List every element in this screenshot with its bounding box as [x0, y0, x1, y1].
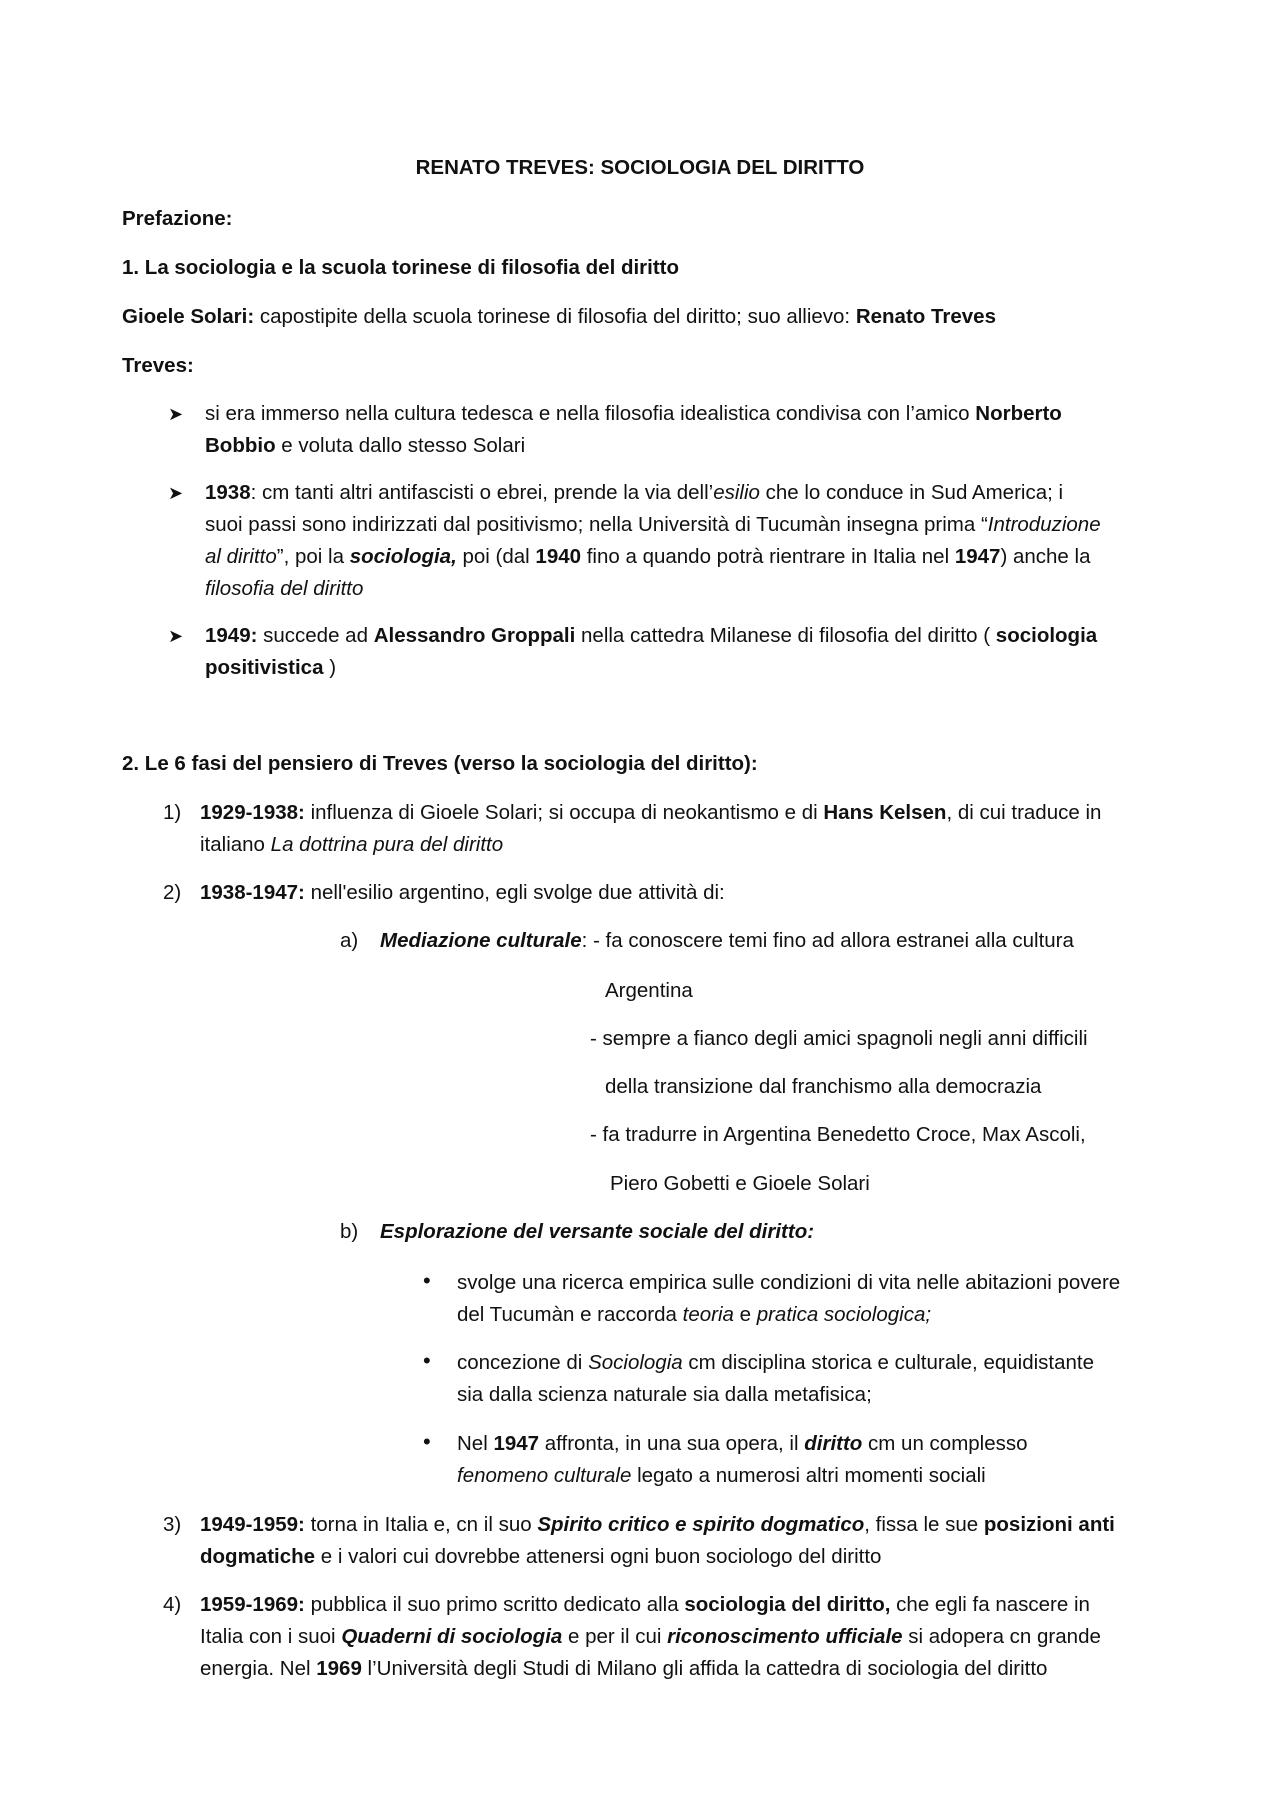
- bullet-line: al diritto”, poi la sociologia, poi (dal 1940 fino a quando potrà rientrare in Italia nel 1947) anche la: [205, 545, 1091, 568]
- list-line: Italia con i suoi Quaderni di sociologia e per il cui riconoscimento ufficiale si adopera cn grande: [200, 1625, 1101, 1648]
- bullet-line: 1938: cm tanti altri antifascisti o ebrei, prende la via dell’esilio che lo conduce in Sud America; i: [205, 481, 1064, 504]
- list-number: 1): [163, 801, 182, 824]
- sub-list-line: Argentina: [605, 979, 693, 1002]
- bullet-line: Bobbio e voluta dallo stesso Solari: [205, 434, 526, 457]
- list-line: dogmatiche e i valori cui dovrebbe attenersi ogni buon sociologo del diritto: [200, 1545, 882, 1568]
- arrow-bullet-icon: ➤: [168, 483, 184, 503]
- bullet-line: sia dalla scienza naturale sia dalla metafisica;: [457, 1383, 872, 1406]
- sub-list-line: - sempre a fianco degli amici spagnoli negli anni difficili: [590, 1027, 1088, 1050]
- sub-list-line: della transizione dal franchismo alla democrazia: [605, 1075, 1042, 1098]
- bullet-line: del Tucumàn e raccorda teoria e pratica sociologica;: [457, 1303, 932, 1326]
- solari-paragraph: Gioele Solari: capostipite della scuola torinese di filosofia del diritto; suo allievo: Renato Treves: [122, 305, 996, 328]
- bullet-line: positivistica ): [205, 656, 337, 679]
- bullet-line: suoi passi sono indirizzati dal positivismo; nella Università di Tucumàn insegna prima “Introduzione: [205, 513, 1101, 536]
- list-line: energia. Nel 1969 l’Università degli Studi di Milano gli affida la cattedra di sociologia del diritto: [200, 1657, 1048, 1680]
- document-title: RENATO TREVES: SOCIOLOGIA DEL DIRITTO: [415, 156, 865, 179]
- treves-label: Treves:: [122, 354, 194, 377]
- sub-list-line: Mediazione culturale: - fa conoscere temi fino ad allora estranei alla cultura: [380, 929, 1074, 952]
- list-number: 4): [163, 1593, 182, 1616]
- bullet-line: si era immerso nella cultura tedesca e nella filosofia idealistica condivisa con l’amico Norberto: [205, 402, 1062, 425]
- sub-list-letter: b): [340, 1220, 359, 1243]
- list-line: italiano La dottrina pura del diritto: [200, 833, 504, 856]
- bullet-line: svolge una ricerca empirica sulle condizioni di vita nelle abitazioni povere: [457, 1271, 1121, 1294]
- list-line: 1959-1969: pubblica il suo primo scritto dedicato alla sociologia del diritto, che egli fa nascere in: [200, 1593, 1090, 1616]
- section-2-heading: 2. Le 6 fasi del pensiero di Treves (verso la sociologia del diritto):: [122, 752, 758, 775]
- sub-list-letter: a): [340, 929, 359, 952]
- sub-list-line: - fa tradurre in Argentina Benedetto Croce, Max Ascoli,: [590, 1123, 1086, 1146]
- bullet-line: fenomeno culturale legato a numerosi altri momenti sociali: [457, 1464, 986, 1487]
- bullet-dot-icon: •: [423, 1429, 431, 1454]
- list-number: 3): [163, 1513, 182, 1536]
- bullet-dot-icon: •: [423, 1268, 431, 1293]
- bullet-line: Nel 1947 affronta, in una sua opera, il diritto cm un complesso: [457, 1432, 1028, 1455]
- section-1-heading: 1. La sociologia e la scuola torinese di filosofia del diritto: [122, 256, 680, 279]
- list-line: 1949-1959: torna in Italia e, cn il suo Spirito critico e spirito dogmatico, fissa le sue posizioni anti: [200, 1513, 1115, 1536]
- bullet-line: concezione di Sociologia cm disciplina storica e culturale, equidistante: [457, 1351, 1094, 1374]
- sub-list-line: Esplorazione del versante sociale del diritto:: [380, 1220, 815, 1243]
- bullet-dot-icon: •: [423, 1348, 431, 1373]
- sub-list-line: Piero Gobetti e Gioele Solari: [610, 1172, 870, 1195]
- list-number: 2): [163, 881, 182, 904]
- list-line: 1938-1947: nell'esilio argentino, egli svolge due attività di:: [200, 881, 725, 904]
- bullet-line: filosofia del diritto: [205, 577, 364, 600]
- arrow-bullet-icon: ➤: [168, 404, 184, 424]
- bullet-line: 1949: succede ad Alessandro Groppali nella cattedra Milanese di filosofia del diritto ( sociologia: [205, 624, 1098, 647]
- list-line: 1929-1938: influenza di Gioele Solari; si occupa di neokantismo e di Hans Kelsen, di cui traduce in: [200, 801, 1102, 824]
- prefazione-heading: Prefazione:: [122, 207, 233, 230]
- arrow-bullet-icon: ➤: [168, 626, 184, 646]
